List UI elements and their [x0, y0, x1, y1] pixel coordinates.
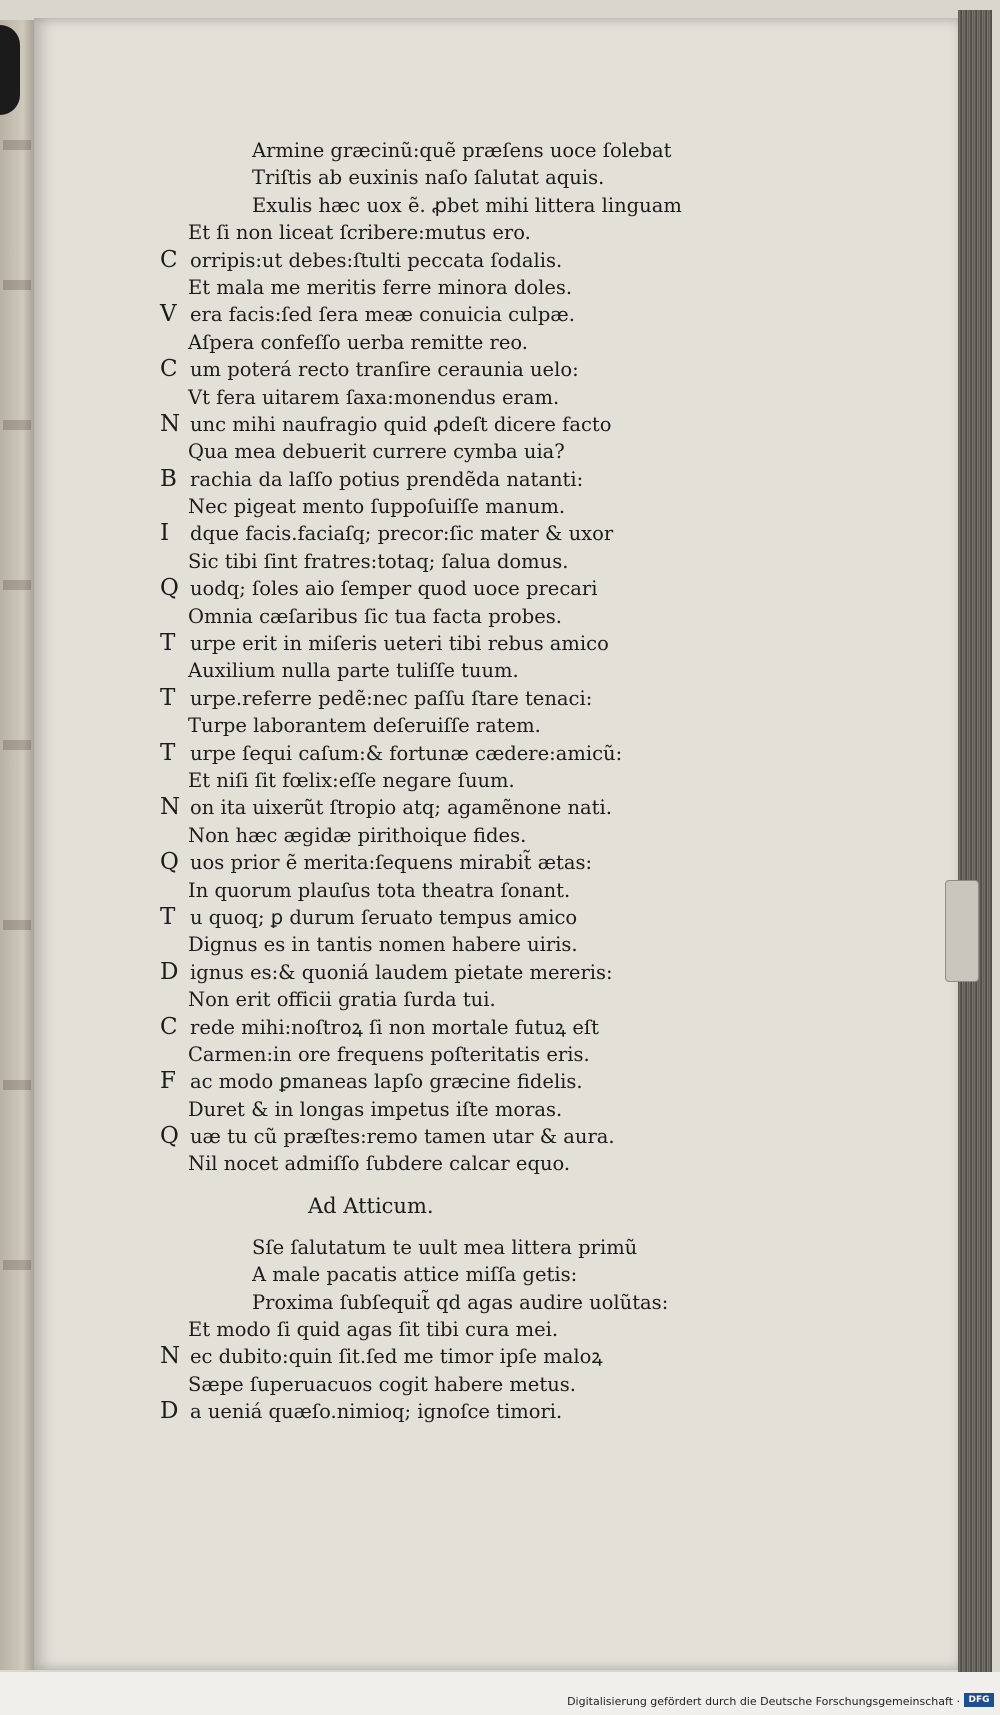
poem-text-block [160, 137, 720, 1426]
verse-line [160, 1041, 720, 1068]
verse-line [160, 1068, 720, 1095]
verse-text: uodq; ſoles aio ſemper quod uoce precari [190, 577, 598, 601]
verse-text: Sſe ſalutatum te uult mea littera primũ [252, 1235, 638, 1259]
verse-initial: Q [160, 575, 179, 602]
verse-text: Et niſi ſit fœlix:eſſe negare ſuum. [188, 768, 515, 792]
verse-line [160, 301, 720, 328]
verse-text: u quoq; ꝑ durum ſeruato tempus amico [190, 905, 578, 929]
verse-text: Qua mea debuerit currere cymba uia? [188, 440, 565, 464]
verse-text: Turpe laborantem deſeruiſſe ratem. [188, 714, 541, 738]
verse-line [160, 384, 720, 411]
verse-initial: F [160, 1068, 176, 1095]
verse-line [160, 794, 720, 821]
verse-line [160, 219, 720, 246]
verse-line [160, 438, 720, 465]
verse-text: dque facis.faciaſq; precor:ſic mater & uxor [190, 522, 614, 546]
verse-text: Et modo ſi quid agas ſit tibi cura mei. [188, 1318, 559, 1342]
verse-initial: T [160, 630, 176, 657]
verse-line [160, 931, 720, 958]
verse-line [160, 247, 720, 274]
verse-initial: D [160, 1398, 179, 1425]
verse-initial: V [160, 301, 177, 328]
verse-initial: D [160, 958, 179, 985]
verse-text: Duret & in longas impetus iſte moras. [188, 1097, 563, 1121]
verse-text: Proxima ſubſequit̃ qd agas audire uolũtas: [252, 1290, 669, 1314]
facing-page-edge [0, 20, 38, 1670]
verse-line [160, 904, 720, 931]
verse-line [160, 274, 720, 301]
poem-verse-1 [160, 137, 720, 1178]
verse-line [160, 657, 720, 684]
verse-line [160, 411, 720, 438]
verse-initial: I [160, 520, 170, 547]
verse-text: Non erit officii gratia ſurda tui. [188, 988, 496, 1012]
verse-line [160, 1261, 720, 1288]
page-tab-marker [945, 880, 979, 982]
verse-line [160, 877, 720, 904]
verse-initial: T [160, 684, 176, 711]
verse-line [160, 767, 720, 794]
verse-initial: N [160, 1343, 181, 1370]
verse-line [160, 740, 720, 767]
verse-line [160, 466, 720, 493]
verse-line [160, 849, 720, 876]
verse-initial: B [160, 465, 177, 492]
verse-text: on ita uixerũt ſtropio atq; agamẽnone nati. [190, 796, 612, 820]
verse-text: rede mihi:noſtroꝝ ſi non mortale futuꝝ eſt [190, 1015, 599, 1039]
verse-text: Dignus es in tantis nomen habere uiris. [188, 933, 578, 957]
verse-line [160, 986, 720, 1013]
verse-line [160, 1234, 720, 1261]
verse-line [160, 822, 720, 849]
verse-line [160, 493, 720, 520]
verse-initial: Q [160, 849, 179, 876]
verse-line [160, 1014, 720, 1041]
verse-text: Sæpe ſuperuacuos cogit habere metus. [188, 1372, 576, 1396]
verse-initial: T [160, 739, 176, 766]
verse-text: Carmen:in ore frequens poſteritatis eris. [188, 1042, 590, 1066]
verse-text: Armine græcinũ:quẽ præſens uoce ſolebat [252, 139, 672, 162]
poem-verse-2 [160, 1234, 720, 1426]
verse-initial: C [160, 356, 178, 383]
verse-text: Non hæc ægidæ pirithoique fides. [188, 823, 527, 847]
verse-text: urpe erit in miſeris ueteri tibi rebus amico [190, 632, 609, 656]
verse-text: Vt fera uitarem ſaxa:monendus eram. [188, 385, 560, 409]
verse-line [160, 520, 720, 547]
verse-text: Et ſi non liceat ſcribere:mutus ero. [188, 221, 531, 245]
verse-text: rachia da laſſo potius prendẽda natanti: [190, 467, 584, 491]
verse-line [160, 603, 720, 630]
verse-line [160, 630, 720, 657]
verse-line [160, 356, 720, 383]
verse-line [160, 1289, 720, 1316]
section-heading: Ad Atticum. [308, 1193, 434, 1218]
verse-line [160, 164, 720, 191]
verse-line [160, 192, 720, 219]
verse-text: Sic tibi ſint fratres:totaq; ſalua domus. [188, 549, 569, 573]
verse-text: uos prior ẽ merita:ſequens mirabit̃ ætas: [190, 851, 593, 875]
verse-text: um poterá recto tranſire ceraunia uelo: [190, 358, 579, 382]
verse-line [160, 1343, 720, 1370]
verse-text: Et mala me meritis ferre minora doles. [188, 275, 573, 299]
verse-line [160, 575, 720, 602]
verse-line [160, 712, 720, 739]
verse-text: uæ tu cũ præſtes:remo tamen utar & aura. [190, 1125, 615, 1149]
verse-text: Nil nocet admiſſo ſubdere calcar equo. [188, 1152, 571, 1176]
verse-line [160, 1150, 720, 1177]
verse-text: ignus es:& quoniá laudem pietate mereris: [190, 960, 613, 984]
verse-line [160, 1316, 720, 1343]
verse-text: Omnia cæſaribus ſic tua facta probes. [188, 604, 562, 628]
verse-text: In quorum plauſus tota theatra ſonant. [188, 878, 571, 902]
verse-text: a ueniá quæſo.nimioq; ignoſce timori. [190, 1400, 563, 1424]
verse-initial: T [160, 903, 176, 930]
verse-line [160, 1398, 720, 1425]
verse-text: era facis:ſed ſera meæ conuicia culpæ. [190, 303, 575, 327]
verse-initial: C [160, 246, 178, 273]
verse-text: urpe.referre pedẽ:nec paſſu ſtare tenaci: [190, 686, 593, 710]
verse-line [160, 1371, 720, 1398]
verse-line [160, 1096, 720, 1123]
verse-text: orripis:ut debes:ſtulti peccata ſodalis. [190, 248, 563, 272]
fore-edge-pages [958, 10, 992, 1675]
verse-text: Nec pigeat mento ſuppoſuiſſe manum. [188, 495, 566, 519]
verse-text: Triſtis ab euxinis naſo ſalutat aquis. [252, 166, 605, 190]
dfg-logo: DFG [964, 1693, 994, 1707]
verse-line [160, 137, 720, 164]
verse-initial: Q [160, 1123, 179, 1150]
verse-initial: N [160, 410, 181, 437]
verse-initial: N [160, 794, 181, 821]
verse-text: Aſpera confeſſo uerba remitte reo. [188, 330, 529, 354]
verse-text: unc mihi naufragio quid ꝓdeſt dicere facto [190, 412, 612, 436]
verse-text: ac modo ꝑmaneas lapſo græcine fidelis. [190, 1070, 583, 1094]
verse-text: A male pacatis attice miſſa getis: [252, 1263, 578, 1287]
verse-line [160, 548, 720, 575]
binding-shadow [0, 25, 20, 115]
footer-strip [0, 1672, 1000, 1715]
verse-text: Exulis hæc uox ẽ. ꝓbet mihi littera linguam [252, 193, 682, 217]
verse-initial: C [160, 1013, 178, 1040]
verse-line [160, 329, 720, 356]
verse-text: ec dubito:quin ſit.ſed me timor ipſe maloꝝ [190, 1345, 603, 1369]
verse-text: Auxilium nulla parte tuliſſe tuum. [188, 659, 519, 683]
verse-line [160, 685, 720, 712]
verse-line [160, 1123, 720, 1150]
verse-text: urpe ſequi caſum:& fortunæ cædere:amicũ: [190, 741, 623, 765]
verse-line [160, 959, 720, 986]
funding-credit: Digitalisierung gefördert durch die Deutsche Forschungsgemeinschaft · [567, 1695, 960, 1708]
